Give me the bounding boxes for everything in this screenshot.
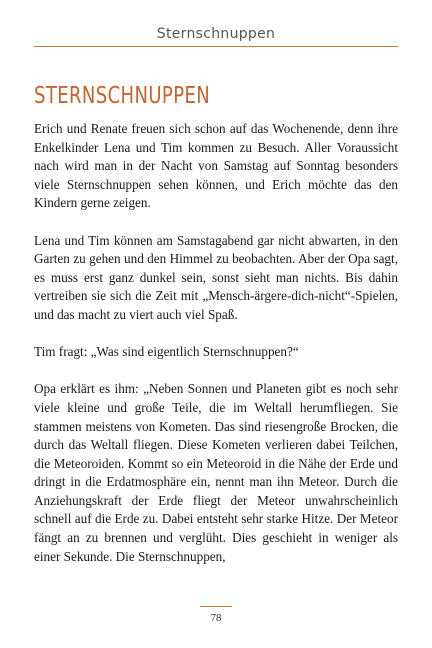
paragraph-3: Tim fragt: „Was sind eigentlich Sternschnuppen?“ — [34, 344, 299, 360]
paragraph-2: Lena und Tim können am Samstagabend gar nicht abwarten, in den Garten zu gehen und den Himmel zu beobachten. Aber der Opa sagt, es muss erst ganz dunkel sein, sonst sieht man nichts. Bis dahin vertreiben sie sich die Zeit mit „Mensch-ärgere-dich-nicht“-Spielen, und das macht zu viert auch viel Spaß. — [34, 232, 398, 322]
page-number: 78 — [210, 612, 222, 624]
header-rule — [34, 46, 398, 47]
paragraph-1: Erich und Renate freuen sich schon auf das Wochenende, denn ihre Enkelkinder Lena und Tim kommen zu Besuch. Aller Voraussicht nach wird man in der Nacht von Samstag auf Sonntag besonders viele Sternschnuppen sehen können, und Erich möchte das den Kindern gerne zeigen. — [34, 121, 398, 211]
body-text — [34, 120, 398, 566]
footer-rule — [200, 606, 232, 607]
paragraph-4: Opa erklärt es ihm: „Neben Sonnen und Planeten gibt es noch sehr viele kleine und große Teile, die im Weltall herumfliegen. Sie stammen meistens von Kometen. Das sind riesengroße Brocken, die durch das Weltall fliegen. Diese Kometen verlieren dabei Teilchen, die Meteoroiden. Kommt so ein Meteoroid in die Nähe der Erde und dringt in die Erdatmosphäre ein, nennt man ihn Meteor. Durch die Anziehungskraft der Erde fliegt der Meteor unwahrscheinlich schnell auf die Erde zu. Dabei entsteht sehr starke Hitze. Der Meteor fängt an zu brennen und verglüht. Dies geschieht in weniger als einer Sekunde. Die Sternschnuppen, — [34, 381, 398, 564]
running-header: Sternschnuppen — [156, 26, 276, 42]
chapter-title: STERNSCHNUPPEN — [34, 82, 211, 110]
